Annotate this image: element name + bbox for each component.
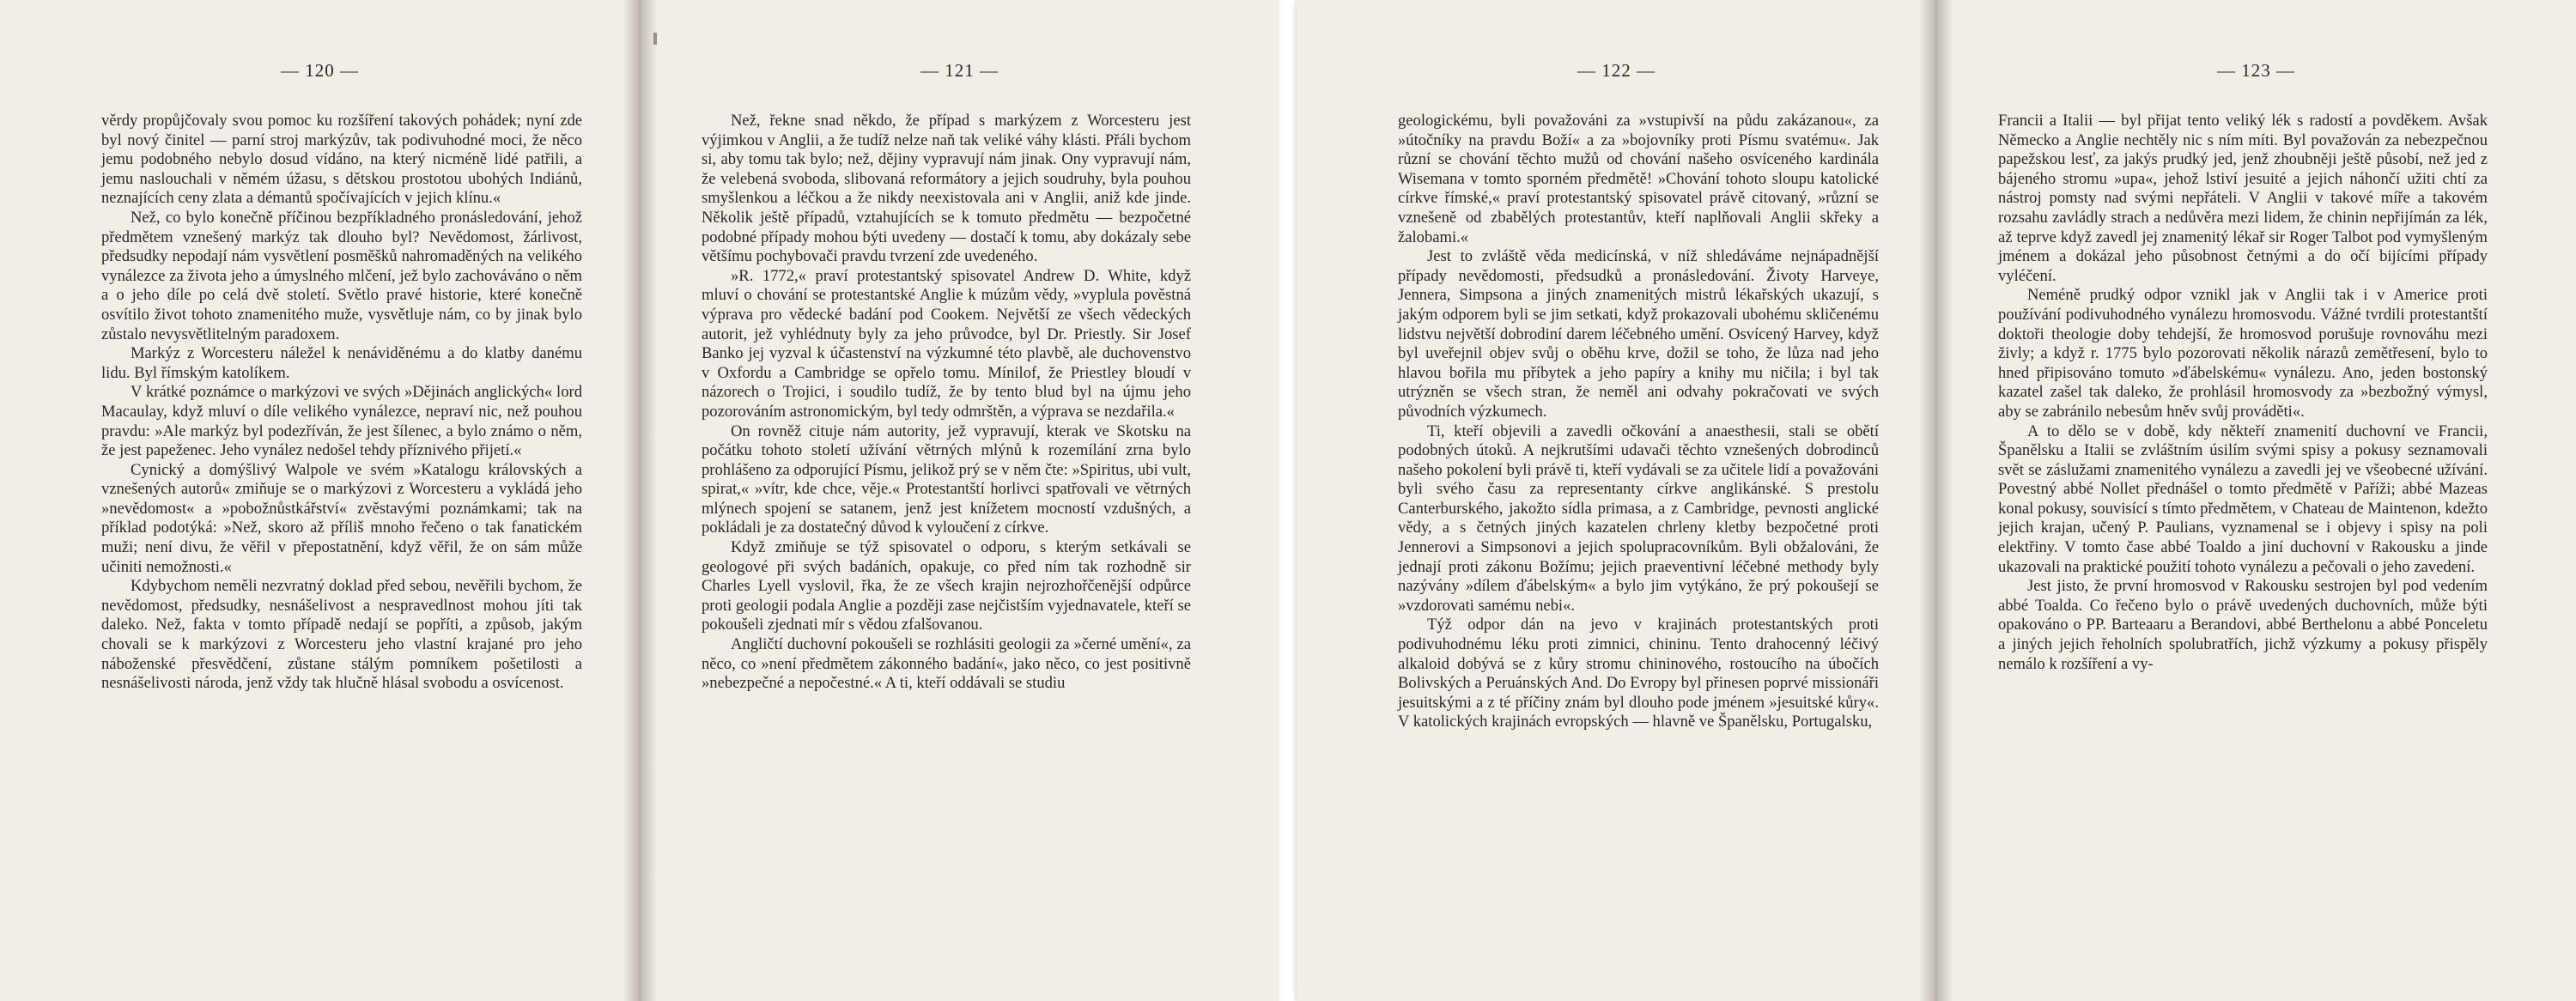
book-spread-right-scan <box>1297 0 2576 1001</box>
page-number: — 122 — <box>1577 60 1656 81</box>
paragraph: věrdy propůjčovaly svou pomoc ku rozšíření takových pohádek; nyní zde byl nový činitel — parní stroj markýzův, tak podivuhodné moci, že něco jemu podobného nebylo dosud vídáno, na který nicméně lidé patřili, a jemu naslouchali v němém úžasu, s dětskou prostotou ubohých Indiánů, neznajících ceny zlata a démantů spočívajících v jejich klínu.« <box>101 112 582 208</box>
page-text <box>1998 112 2488 674</box>
page-text <box>702 112 1191 694</box>
book-page-120 <box>0 0 640 1001</box>
paragraph: Jest jisto, že první hromosvod v Rakousku sestrojen byl pod vedením abbé Toalda. Co řečeno bylo o právě uvedených duchovních, může býti opakováno o PP. Barteaaru a Berandovi, abbé Berthelonu a abbé Ponceletu a jiných jejich řeholních spolubratřích, jichž výzkumy a pokusy přispěly nemálo k rozšíření a vy- <box>1998 577 2488 673</box>
paragraph: Než, co bylo konečně příčinou bezpříkladného pronásledování, jehož předmětem vznešený markýz tak dlouho byl? Nevědomost, žárlivost, předsudky nepodají nám vysvětlení posměšků nahromaděných na velikého vynálezce za života jeho a úmyslného mlčení, jež bylo zachováváno o něm a o jeho díle po celá dvě století. Světlo pravé historie, které konečně osvítilo život tohoto znamenitého muže, vysvětluje nám, co by jinak bylo zůstalo nevysvětlitelným paradoxem. <box>101 208 582 343</box>
paragraph: Cynický a domýšlivý Walpole ve svém »Katalogu královských a vznešených autorů« zmiňuje se o markýzovi z Worcesteru a vykládá jeho »nevědomost« a »pobožnůstkářství« zvěstavými poznámkami; tak na příklad podotýká: »Než, skoro až příliš mnoho řečeno o tak fanatickém muži; není divu, že věřil v přepostatnění, když věřil, že on sám může učiniti nemožnosti.« <box>101 460 582 576</box>
page-text <box>101 112 582 694</box>
book-page-121 <box>640 0 1279 1001</box>
page-number: — 120 — <box>281 60 359 81</box>
paragraph: »R. 1772,« praví protestantský spisovatel Andrew D. White, když mluví o chování se protestantské Anglie k múzům vědy, »vyplula pověstná výprava pro vědecké badání pod Cookem. Největší ze všech vědeckých autorit, jež vyhlédnuty byly za jeho průvodce, byl Dr. Priestly. Sir Josef Banko jej vyzval k účastenství na výzkumné této plavbě, ale duchovenstvo v Oxfordu a Cambridge se opřelo tomu. Mínilof, že Priestley bloudí v názorech o Trojici, i soudilo tudíž, že by tento blud byl na újmu jeho pozorováním astronomickým, byl tedy odmrštěn, a výprava se nezdařila.« <box>702 266 1191 421</box>
scan-separator <box>1279 0 1297 1001</box>
paragraph: Když zmiňuje se týž spisovatel o odporu, s kterým setkávali se geologové při svých badáních, opakuje, co před ním tak rozhodně sir Charles Lyell vyslovil, řka, že ze všech krajin nejrozhořčenější odpůrce proti geologii podala Anglie a později zase nejčistším vyjednavatele, kteří se pokoušeli zjednati mír s vědou zfalšovanou. <box>702 538 1191 634</box>
paragraph: geologickému, byli považováni za »vstupivší na půdu zakázanou«, za »útočníky na pravdu Boží« a za »bojovníky proti Písmu svatému«. Jak různí se chování těchto mužů od chování našeho osvíceného kardinála Wisemana v tomto sporném předmětě! »Chování tohoto sloupu katolické církve římské,« praví protestantský spisovatel právě citovaný, »různí se vznešeně od zbabělých protestantův, kteří naplňovali Anglii skřeky a žalobami.« <box>1398 112 1879 246</box>
paragraph: Markýz z Worcesteru náležel k nenáviděnému a do klatby danému lidu. Byl římským katolíkem. <box>101 344 582 382</box>
paragraph: Francii a Italii — byl přijat tento veliký lék s radostí a povděkem. Avšak Německo a Anglie nechtěly nic s ním míti. Byl považován za nebezpečnou papežskou lesť, za jakýs prudký jed, jenž zhoubněji ještě působí, než jed z bájeného stromu »upa«, jehož lstiví jesuité a jejich náhončí užiti chtí za nástroj pomsty nad svými nepřáteli. V Anglii v takové míře a takovém rozsahu zavládly strach a nedůvěra mezi lidem, že chinin nepřijímán za lék, až teprve když zavedl jej znamenitý lékař sir Roger Talbot pod vymyšleným jménem a dokázal jeho působnost četnými a do očí bijícími případy vyléčení. <box>1998 112 2488 285</box>
paragraph: Kdybychom neměli nezvratný doklad před sebou, nevěřili bychom, že nevědomost, předsudky, nesnášelivost a nespravedlnost mohou jíti tak daleko. Než, fakta v tomto případě nedají se popříti, a způsob, jakým chovali se k markýzovi z Worcesteru jeho vlastní krajané pro jeho náboženské přesvědčení, zůstane stálým pomníkem pošetilosti a nesnášelivosti národa, jenž vždy tak hlučně hlásal svobodu a osvícenost. <box>101 577 582 693</box>
scan-mark <box>653 33 657 45</box>
book-spread-left-scan <box>0 0 1279 1001</box>
paragraph: A to dělo se v době, kdy někteří znamenití duchovní ve Francii, Španělsku a Italii se zvláštním úsilím svými spisy a pokusy seznamovali svět se záslužami znamenitého vynálezu a zavedli jej ve všeobecné užívání. Povestný abbé Nollet přednášel o tomto předmětě v Paříži; abbé Mazeas konal pokusy, souvisící s tímto předmětem, v Chateau de Maintenon, kdežto jejich krajan, učený P. Paulians, vyznamenal se i objevy i spisy na poli elektřiny. V tomto čase abbé Toaldo a jiní duchovní v Rakousku a jinde ukazovali na praktické použití tohoto vynálezu a pečovali o jeho zavedení. <box>1998 422 2488 576</box>
paragraph: Jest to zvláště věda medicínská, v níž shledáváme nejnápadnější případy nevědomosti, předsudků a pronásledování. Životy Harveye, Jennera, Simpsona a jiných znamenitých mistrů lékařských ukazují, s jakým odporem byli se jim setkati, když prokazovali ubohému skličenému lidstvu největší dobrodiní darem léčebného umění. Osvícený Harvey, když byl uveřejnil objev svůj o oběhu krve, dožil se toho, že lůza nad jeho hlavou bořila mu příbytek a jeho papíry a knihy mu ničila; i byl tak utrýzněn se všech stran, že neměl ani odvahy pokračovati ve svých původních výzkumech. <box>1398 247 1879 421</box>
page-number: — 121 — <box>920 60 999 81</box>
paragraph: V krátké poznámce o markýzovi ve svých »Dějinách anglických« lord Macaulay, když mluví o díle velikého vynálezce, nepraví nic, než pouhou pravdu: »Ale markýz byl podezříván, že jest šílenec, a bylo známo o něm, že jest papeženec. Jeho vynález nedošel tehdy příznivého přijetí.« <box>101 383 582 460</box>
paragraph: Než, řekne snad někdo, že případ s markýzem z Worcesteru jest výjimkou v Anglii, a že tudíž nelze naň tak veliké váhy klásti. Přáli bychom si, aby tomu tak bylo; než, dějiny vypravují nám jinak. Ony vypravují nám, že velebená svoboda, slibovaná reformátory a jejich soudruhy, byla pouhou smyšlenkou a léčkou a že nikdy neexistovala ani v Anglii, aniž kde jinde. Několik ještě případů, vztahujících se k tomuto předmětu — bezpočetné podobné případy mohou býti uvedeny — dostačí k tomu, aby dokázaly sebe většímu pochybovači pravdu tvrzení zde uvedeného. <box>702 112 1191 266</box>
book-page-122 <box>1297 0 1936 1001</box>
book-page-123 <box>1936 0 2576 1001</box>
paragraph: On rovněž cituje nám autority, jež vypravují, kterak ve Skotsku na počátku tohoto století užívání větrných mlýnů k rozemílání zrna bylo prohlášeno za odporující Písmu, jelikož prý se v něm čte: »Spiritus, ubi vult, spirat,« »vítr, kde chce, věje.« Protestantští horlivci spatřovali ve větrných mlýnech spojení se satanem, jenž jest knížetem mocností vzdušných, a pokládali je za dostatečný důvod k vyloučení z církve. <box>702 422 1191 537</box>
paragraph: Angličtí duchovní pokoušeli se rozhlásiti geologii za »černé umění«, za něco, co »není předmětem zákonného badání«, jako něco, co jest positivně »nebezpečné a nepočestné.« A ti, kteří oddávali se studiu <box>702 635 1191 693</box>
paragraph: Ti, kteří objevili a zavedli očkování a anaesthesii, stali se obětí podobných útoků. A nejkrutšími udavači těchto vznešených dobrodinců našeho pokolení byli právě ti, kteří vydávali se za učitele lidí a považováni byli svého času za representanty církve anglikánské. S prestolu Canterburského, jakožto sídla primasa, a z Cambridge, pevnosti anglické vědy, a s četných jiných kazatelen chrleny kletby bezpočetné proti Jennerovi a Simpsonovi a jejich spolupracovníkům. Byli obžalováni, že jednají proti zákonu Božímu; jejich praeventivní léčebné methody byly nazývány »dílem ďábelským« a bylo jim vytýkáno, že prý pokoušejí se »vzdorovati samému nebi«. <box>1398 422 1879 615</box>
paragraph: Týž odpor dán na jevo v krajinách protestantských proti podivuhodnému léku proti zimnici, chininu. Tento drahocenný léčivý alkaloid dobývá se z kůry stromu chininového, rostoucího na úbočích Bolivských a Peruánských And. Do Evropy byl přinesen poprvé missionáři jesuitskými a z té příčiny znám byl dlouho pode jménem »jesuitské kůry«. V katolických krajinách evropských — hlavně ve Španělsku, Portugalsku, <box>1398 616 1879 731</box>
page-text <box>1398 112 1879 732</box>
paragraph: Neméně prudký odpor vznikl jak v Anglii tak i v Americe proti používání podivuhodného vynálezu hromosvodu. Vážné tvrdili protestantští doktoři theologie doby tehdejší, že hromosvod porušuje rovnováhu mezi živly; a když r. 1775 bylo pozorovati několik nárazů zemětřesení, bylo to hned připisováno tomuto »ďábelskému« vynálezu. Ano, jeden bostonský kazatel zašel tak daleko, že prohlásil hromosvody za »bezbožný výmysl, aby se zabránilo nebesům hněv svůj prováděti«. <box>1998 286 2488 421</box>
page-number: — 123 — <box>2217 60 2295 81</box>
